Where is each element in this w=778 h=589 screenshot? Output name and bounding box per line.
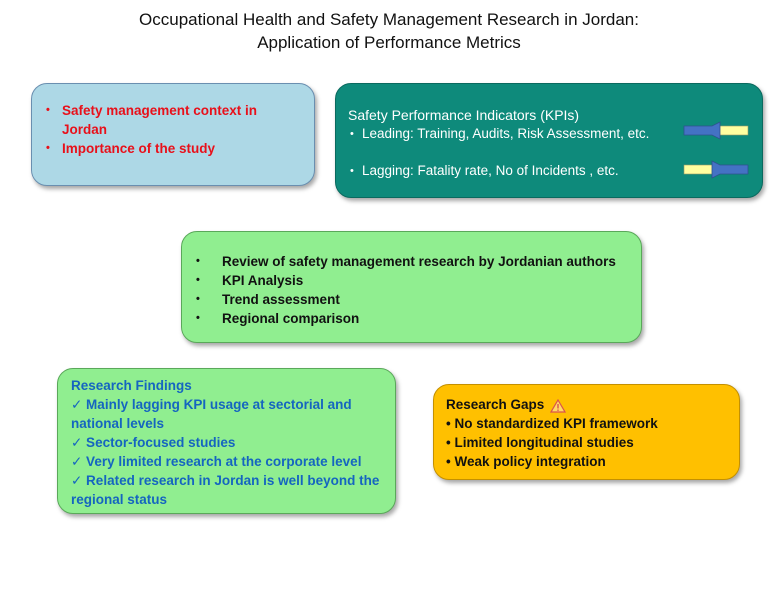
finding-item-2: ✓ Sector-focused studies xyxy=(71,435,236,450)
gap-item-1: • No standardized KPI framework xyxy=(446,416,658,431)
review-item-4: • Regional comparison xyxy=(196,309,631,328)
context-item-2: • Importance of the study xyxy=(44,139,304,158)
context-list xyxy=(44,101,304,158)
gap-item-2: • Limited longitudinal studies xyxy=(446,435,634,450)
diagram-title xyxy=(0,8,778,54)
title-line-1: Occupational Health and Safety Management Research in Jordan: xyxy=(139,10,639,29)
finding-item-3: ✓ Very limited research at the corporate level xyxy=(71,454,362,469)
findings-box xyxy=(57,368,396,514)
kpi-leading: • Leading: Training, Audits, Risk Assessment, etc. xyxy=(348,125,752,143)
review-list xyxy=(196,252,631,328)
review-item-2: • KPI Analysis xyxy=(196,271,631,290)
finding-item-4: ✓ Related research in Jordan is well beyond the regional status xyxy=(71,473,380,507)
context-box xyxy=(31,83,315,186)
arrow-right-icon xyxy=(682,121,750,141)
review-box xyxy=(181,231,642,343)
kpi-title: Safety Performance Indicators (KPIs) xyxy=(348,107,580,123)
kpi-box xyxy=(335,83,763,198)
review-item-3: • Trend assessment xyxy=(196,290,631,309)
kpi-lagging: • Lagging: Fatality rate, No of Incidents , etc. xyxy=(348,162,752,180)
gap-item-3: • Weak policy integration xyxy=(446,454,606,469)
title-line-2: Application of Performance Metrics xyxy=(257,33,521,52)
gaps-box xyxy=(433,384,740,480)
warning-icon xyxy=(550,399,566,413)
gaps-title: Research Gaps xyxy=(446,397,545,412)
arrow-left-icon xyxy=(682,160,750,180)
review-item-1: • Review of safety management research by Jordanian authors xyxy=(196,252,631,271)
context-item-1: • Safety management context in Jordan xyxy=(44,101,304,139)
findings-title: Research Findings xyxy=(71,378,192,393)
gaps-title-row xyxy=(446,395,729,414)
finding-item-1: ✓ Mainly lagging KPI usage at sectorial and national levels xyxy=(71,397,352,431)
